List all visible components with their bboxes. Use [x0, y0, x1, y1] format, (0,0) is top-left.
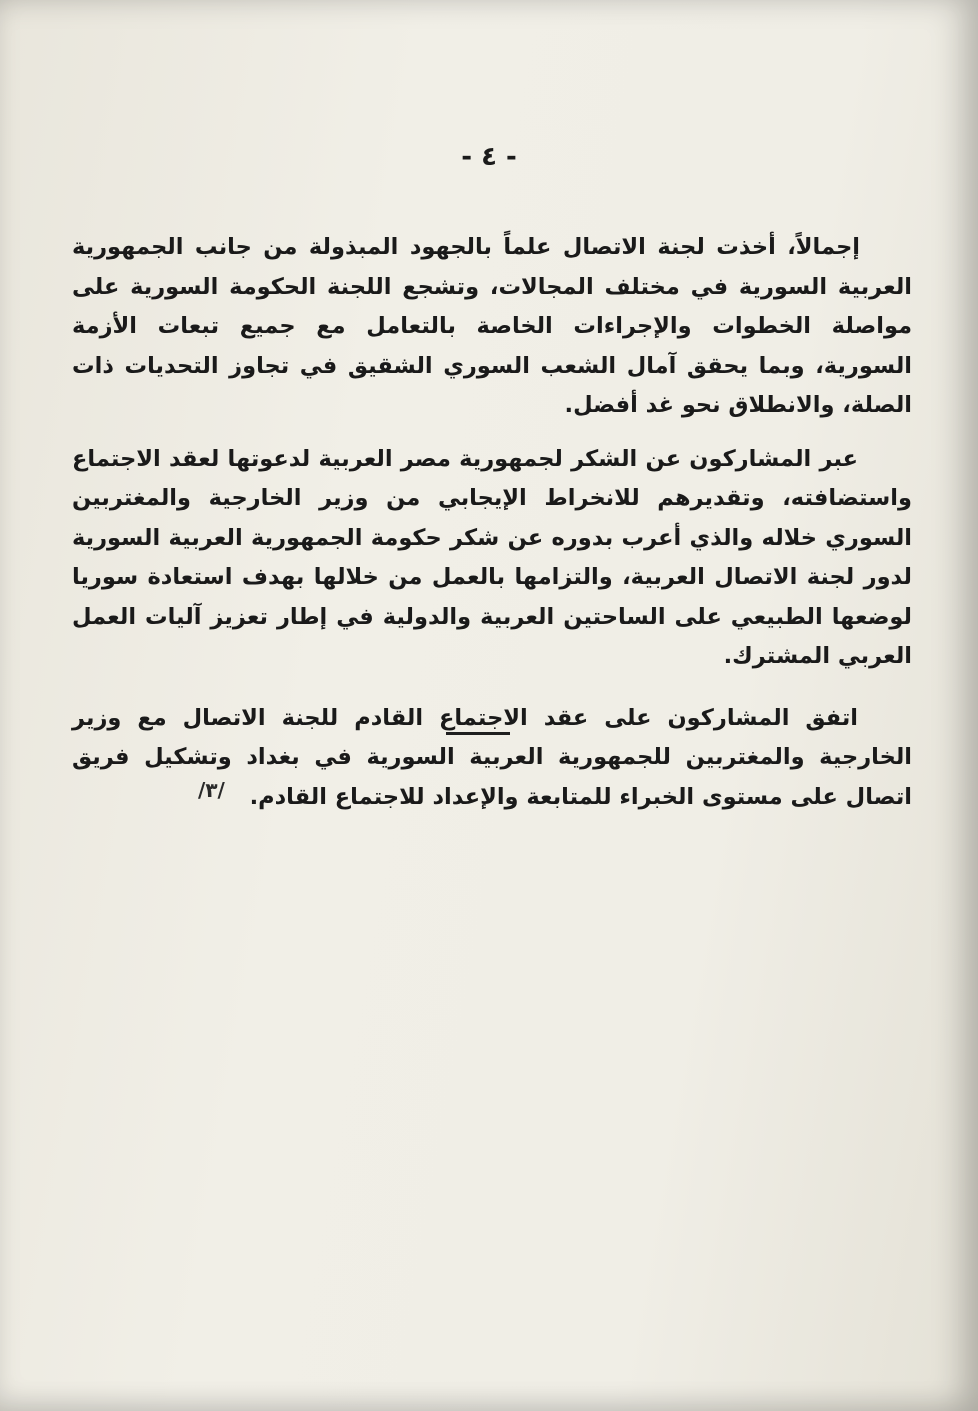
paragraph-thanks: عبر المشاركون عن الشكر لجمهورية مصر العربية لدعوتها لعقد الاجتماع واستضافته، وتقديرهم للانخراط الإيجابي من وزير الخارجية والمغتربين السوري خلاله والذي أعرب بدوره عن شكر حكومة الجمهورية العربية السورية لدور لجنة الاتصال العربية، والتزامها بالعمل من خلالها بهدف استعادة سوريا لوضعها الطبيعي على الساحتين العربية والدولية في إطار تعزيز آليات العمل العربي المشترك. [72, 445, 912, 669]
paragraph-summary: إجمالاً، أخذت لجنة الاتصال علماً بالجهود المبذولة من جانب الجمهورية العربية السورية في مختلف المجالات، وتشجع اللجنة الحكومة السورية على مواصلة الخطوات والإجراءات الخاصة بالتعامل مع جميع تبعات الأزمة السورية، وبما يحقق آمال الشعب السوري الشقيق في تجاوز التحديات ذات الصلة، والانطلاق نحو غد أفضل. [72, 234, 912, 418]
page-number: - ٤ - [461, 142, 517, 172]
closing-rule [446, 732, 510, 735]
footer-page-ref: /٣/ [198, 778, 225, 802]
paragraph-next-meeting: اتفق المشاركون على عقد الاجتماع القادم للجنة الاتصال مع وزير الخارجية والمغتربين للجمهورية العربية السورية في بغداد وتشكيل فريق اتصال على مستوى الخبراء للمتابعة والإعداد للاجتماع القادم. [72, 704, 912, 810]
document-body [72, 228, 912, 831]
